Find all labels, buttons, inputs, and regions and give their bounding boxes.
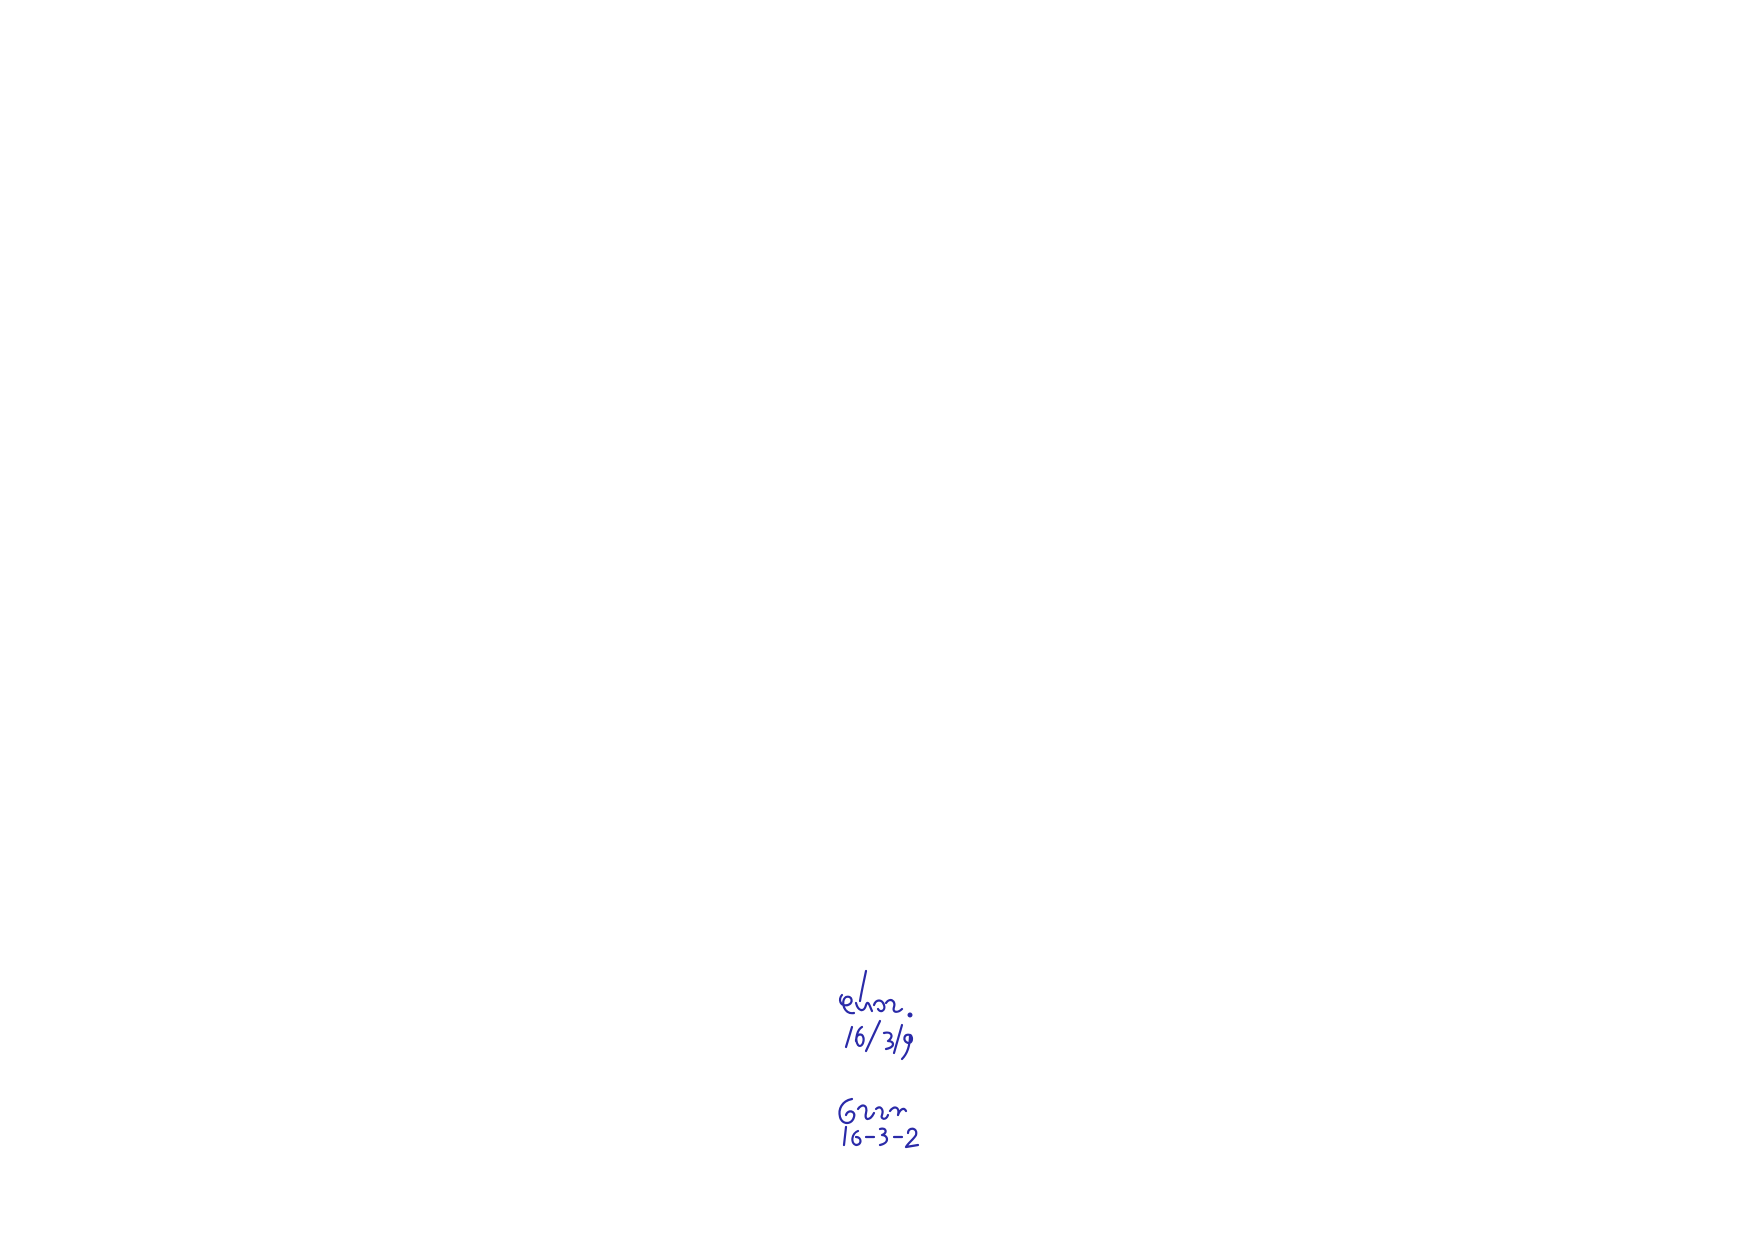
scoring-manager-signature — [818, 955, 928, 1075]
asst-scoring-manager-signature — [818, 1095, 928, 1170]
